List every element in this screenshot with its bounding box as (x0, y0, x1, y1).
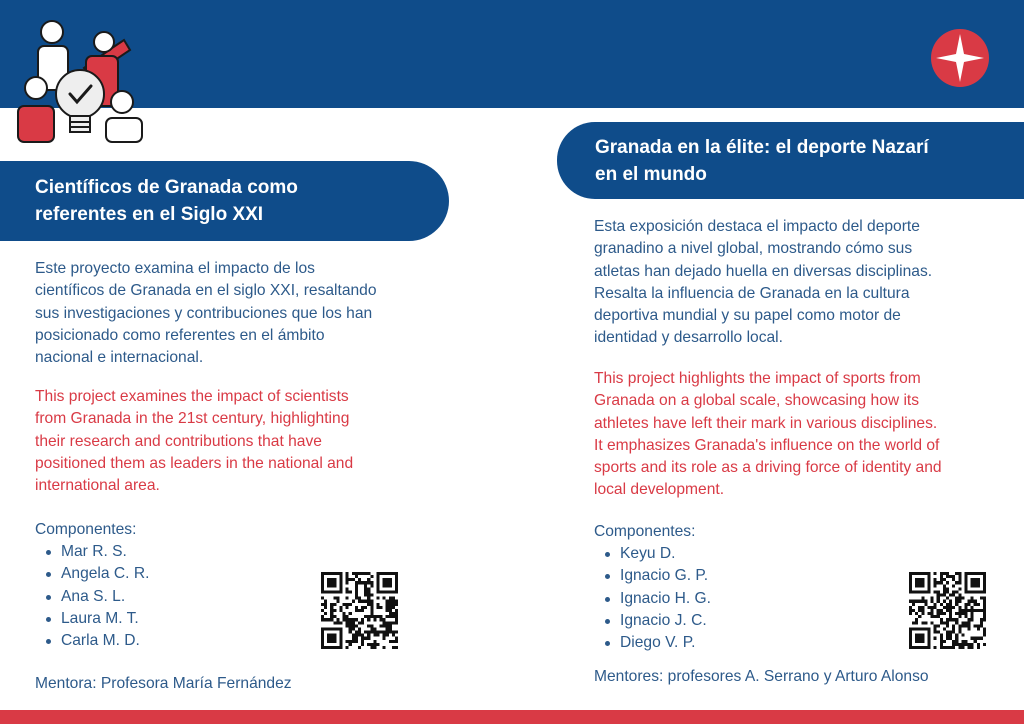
list-item: Laura M. T. (35, 608, 149, 630)
text-line: identidad y desarrollo local. (594, 329, 783, 347)
text-line: athletes have left their mark in various disciplines. (594, 414, 938, 432)
right-mentor: Mentores: profesores A. Serrano y Arturo Alonso (594, 668, 929, 685)
list-item: Carla M. D. (35, 630, 149, 652)
list-item: Ana S. L. (35, 586, 149, 608)
right-spanish-description (594, 216, 932, 350)
text-line: This project examines the impact of scientists (35, 388, 349, 405)
left-members-list (35, 541, 149, 652)
right-title-line2: en el mundo (595, 163, 707, 185)
left-title-line2: referentes en el Siglo XXI (35, 204, 264, 225)
list-item: Keyu D. (594, 543, 711, 565)
left-title-banner (0, 161, 449, 241)
text-line: their research and contributions that have (35, 432, 322, 450)
qr-code-icon[interactable] (909, 572, 986, 649)
text-line: Granada on a global scale, showcasing how its (594, 392, 920, 410)
text-line: This project highlights the impact of sports from (594, 370, 921, 387)
list-item: Ignacio J. C. (594, 610, 711, 632)
list-item: Angela C. R. (35, 563, 149, 585)
text-line: from Granada in the 21st century, highlighting (35, 410, 350, 428)
text-line: deportiva mundial y su papel como motor de (594, 307, 901, 325)
text-line: posicionado como referentes en el ámbito (35, 326, 325, 344)
text-line: sus investigaciones y contribuciones que los han (35, 304, 373, 322)
right-title-banner (557, 122, 1024, 199)
qr-code-icon[interactable] (321, 572, 398, 649)
top-banner (0, 0, 1024, 108)
text-line: Esta exposición destaca el impacto del deporte (594, 218, 920, 235)
text-line: Resalta la influencia de Granada en la cultura (594, 284, 910, 302)
left-mentor: Mentora: Profesora María Fernández (35, 675, 292, 692)
left-english-description (35, 386, 353, 497)
left-spanish-description (35, 258, 377, 369)
team-idea-lightbulb-icon (14, 18, 150, 146)
list-item: Ignacio G. P. (594, 565, 711, 587)
text-line: científicos de Granada en el siglo XXI, resaltando (35, 282, 377, 300)
list-item: Ignacio H. G. (594, 588, 711, 610)
right-components-label: Componentes: (594, 523, 696, 540)
text-line: positioned them as leaders in the national and (35, 454, 354, 472)
text-line: sports and its role as a driving force of identity and (594, 459, 942, 477)
text-line: granadino a nivel global, mostrando cómo sus (594, 240, 913, 258)
bottom-stripe (0, 710, 1024, 724)
text-line: nacional e internacional. (35, 349, 204, 367)
text-line: local development. (594, 481, 725, 499)
left-components-label: Componentes: (35, 521, 137, 538)
left-title-line1: Científicos de Granada como (35, 177, 298, 198)
right-title-line1: Granada en la élite: el deporte Nazarí (595, 136, 929, 158)
compass-star-icon (930, 28, 990, 88)
right-members-list (594, 543, 711, 654)
text-line: international area. (35, 477, 160, 495)
list-item: Diego V. P. (594, 632, 711, 654)
right-english-description (594, 368, 942, 502)
list-item: Mar R. S. (35, 541, 149, 563)
text-line: Este proyecto examina el impacto de los (35, 260, 315, 277)
text-line: atletas han dejado huella en diversas disciplinas. (594, 262, 933, 280)
text-line: It emphasizes Granada's influence on the world of (594, 436, 940, 454)
